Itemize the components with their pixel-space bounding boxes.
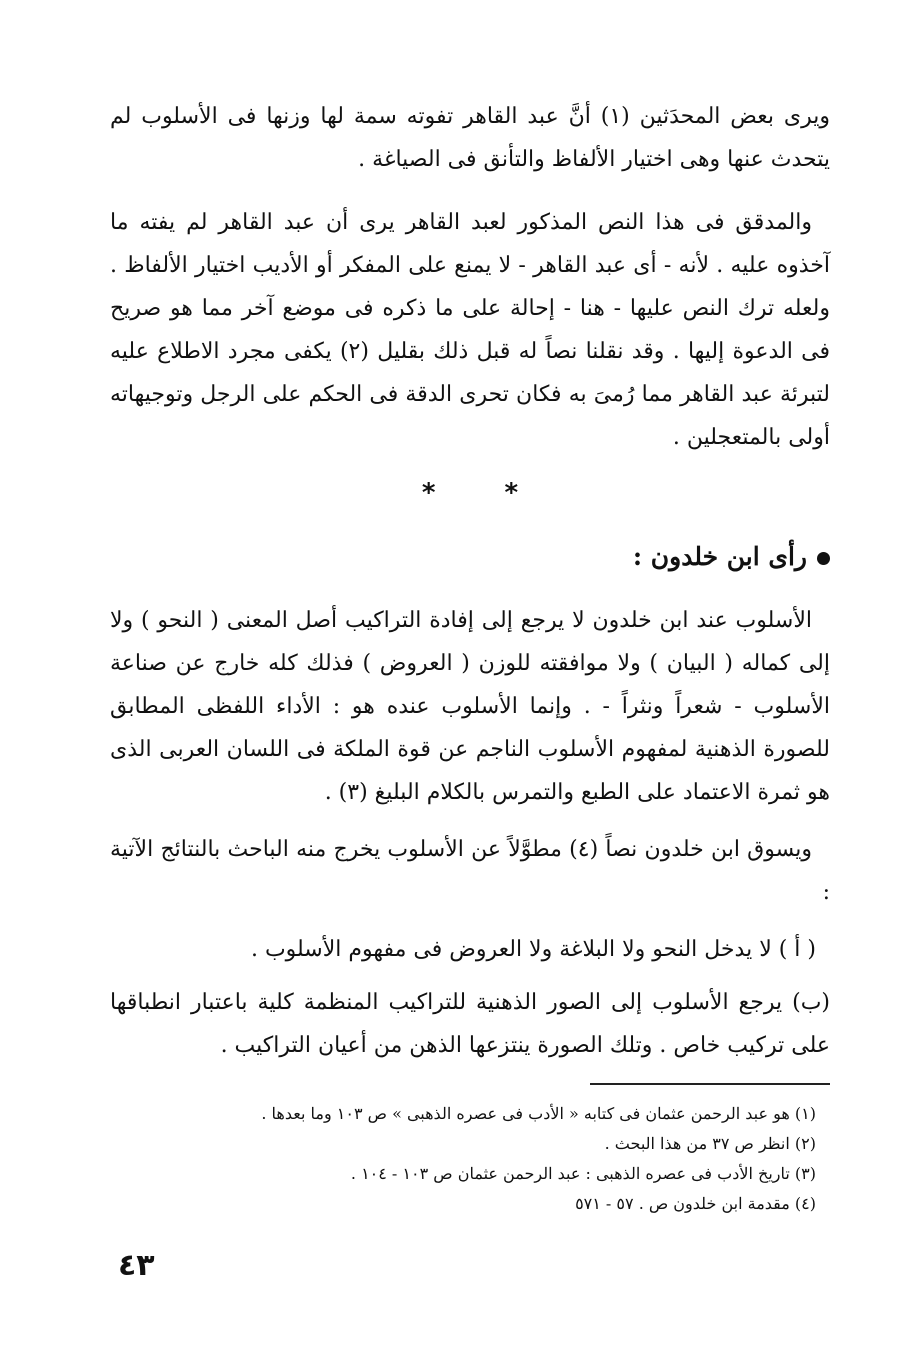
page-number: ٤٣ (118, 1248, 155, 1283)
footnote-4: (٤) مقدمة ابن خلدون ص . ٥٧ - ٥٧١ (575, 1194, 816, 1213)
divider-star-icon: * (504, 478, 519, 508)
bullet-icon (817, 552, 830, 565)
footnote-1: (١) هو عبد الرحمن عثمان فى كتابه « الأدب فى عصره الذهبى » ص ١٠٣ وما بعدها . (261, 1104, 816, 1123)
paragraph-2: والمدقق فى هذا النص المذكور لعبد القاهر يرى أن عبد القاهر لم يفته ما آخذوه عليه . لأنه - أى عبد القاهر - لا يمنع على المفكر أو الأديب اختيار الألفاظ . ولعله ترك النص عليها - هنا - إحالة على ما ذكره فى موضع آخر مما هو صريح فى الدعوة إليها . وقد نقلنا نصاً له قبل ذلك بقليل (٢) يكفى مجرد الاطلاع عليه لتبرئة عبد القاهر مما رُمىَ به فكان تحرى الدقة فى الحكم على الرجل وتوجيهاته أولى بالمتعجلين . (110, 210, 830, 450)
page-body (110, 95, 830, 1219)
paragraph-4: ويسوق ابن خلدون نصاً (٤) مطوَّلاً عن الأسلوب يخرج منه الباحث بالنتائج الآتية : (110, 837, 830, 905)
divider-star-icon: * (421, 478, 436, 508)
list-item-a: ( أ ) لا يدخل النحو ولا البلاغة ولا العروض فى مفهوم الأسلوب . (250, 937, 816, 962)
list-item-b: (ب) يرجع الأسلوب إلى الصور الذهنية للتراكيب المنظمة كلية باعتبار انطباقها على تركيب خاص . وتلك الصورة ينتزعها الذهن من أعيان التراكيب . (110, 990, 830, 1058)
paragraph-3: الأسلوب عند ابن خلدون لا يرجع إلى إفادة التراكيب أصل المعنى ( النحو ) ولا إلى كماله ( البيان ) ولا موافقته للوزن ( العروض ) فذلك كله خارج عن صناعة الأسلوب - شعراً ونثراً - . وإنما الأسلوب عنده هو : الأداء اللفظى المطابق للصورة الذهنية لمفهوم الأسلوب الناجم عن قوة الملكة فى اللسان العربى الذى هو ثمرة الاعتماد على الطبع والتمرس بالكلام البليغ (٣) . (110, 608, 830, 805)
paragraph-1: ويرى بعض المحدَثين (١) أنَّ عبد القاهر تفوته سمة لها وزنها فى الأسلوب لم يتحدث عنها وهى اختيار الألفاظ والتأنق فى الصياغة . (110, 104, 830, 172)
footnote-separator (590, 1083, 830, 1085)
section-heading-text: رأى ابن خلدون : (632, 542, 807, 571)
footnote-3: (٣) تاريخ الأدب فى عصره الذهبى : عبد الرحمن عثمان ص ١٠٣ - ١٠٤ . (350, 1164, 816, 1183)
section-heading (110, 535, 830, 579)
section-divider (110, 473, 830, 513)
footnote-2: (٢) انظر ص ٣٧ من هذا البحث . (604, 1134, 816, 1153)
footnotes (110, 1099, 830, 1219)
